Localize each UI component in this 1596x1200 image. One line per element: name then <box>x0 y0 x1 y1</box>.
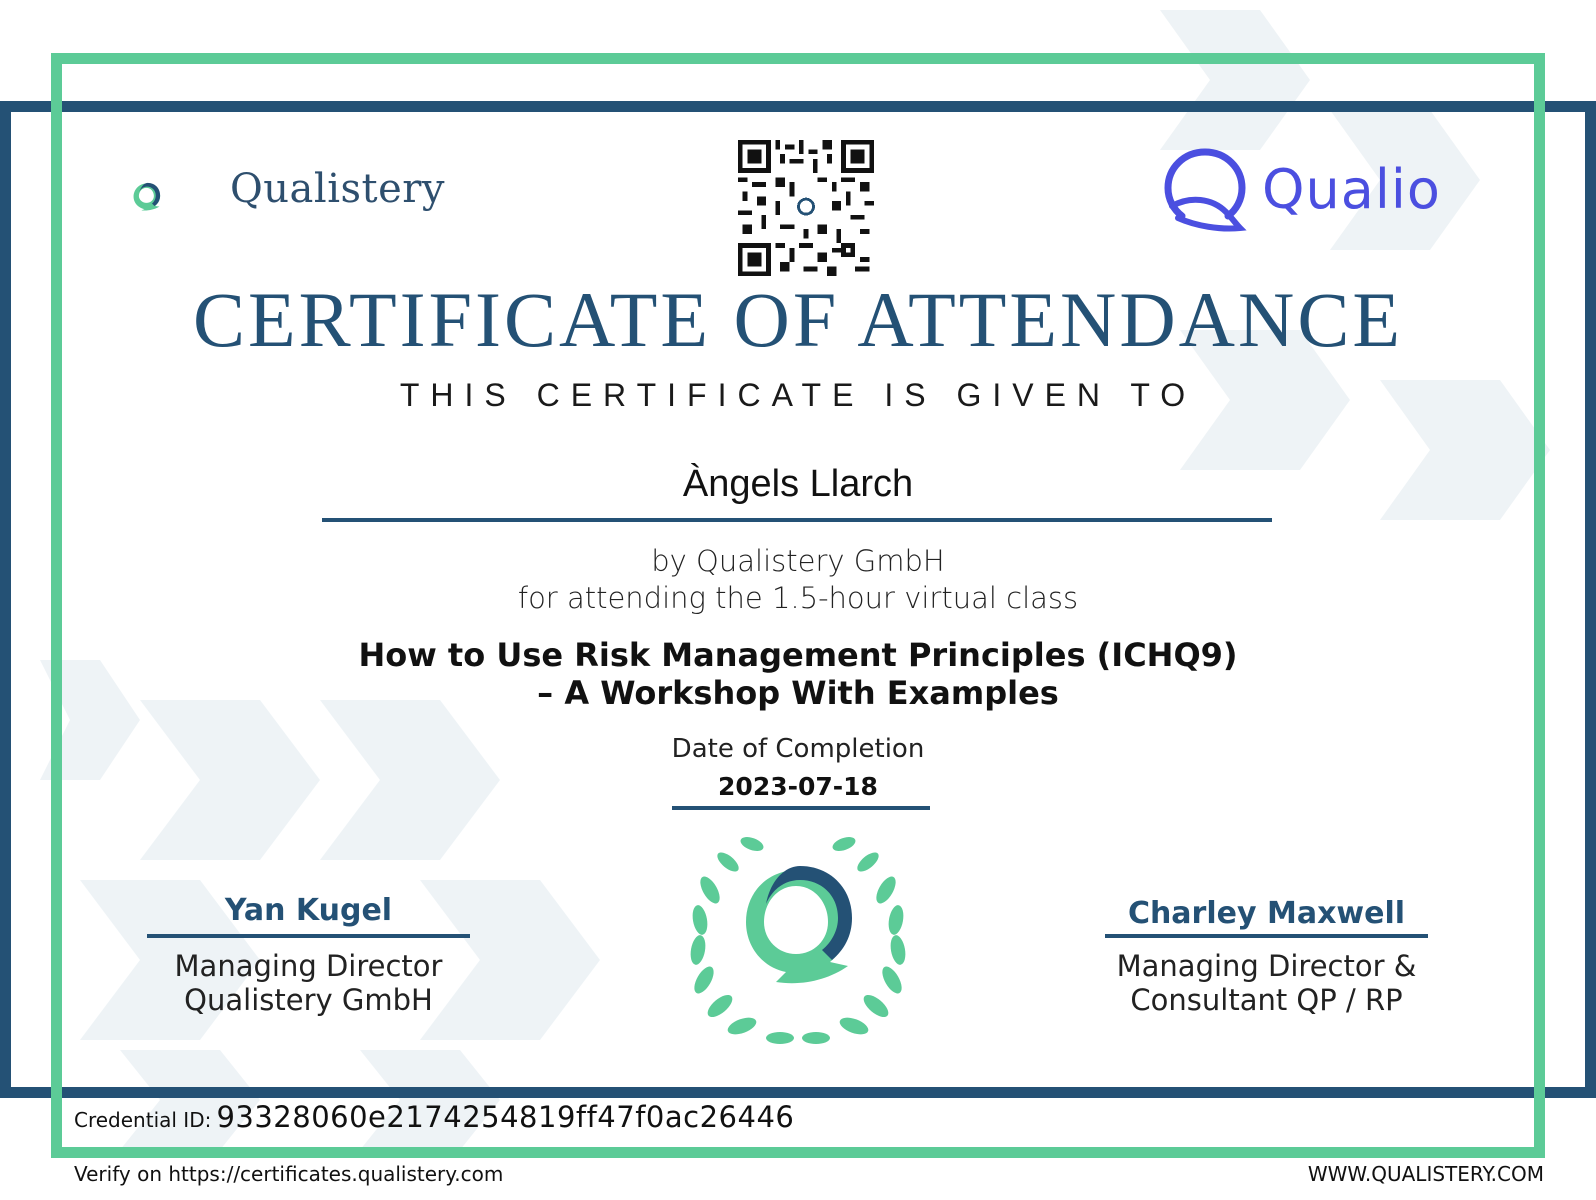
date-of-completion-label: Date of Completion <box>671 734 925 764</box>
date-underline <box>672 806 930 810</box>
signatory-right-role-line-1: Managing Director & <box>1116 949 1417 983</box>
signatory-right-role <box>1078 949 1455 1017</box>
certificate-title: CERTIFICATE OF ATTENDANCE <box>193 276 1403 363</box>
signatory-right-line <box>1105 934 1428 938</box>
credential-block <box>74 1100 794 1134</box>
qualio-logo-text: Qualio <box>1262 158 1441 221</box>
attendance-description: for attending the 1.5-hour virtual class <box>517 581 1079 615</box>
credential-id: 93328060e2174254819ff47f0ac26446 <box>216 1100 795 1134</box>
issuer-line: by Qualistery GmbH <box>651 544 945 578</box>
given-to-label: THIS CERTIFICATE IS GIVEN TO <box>399 377 1197 413</box>
qualistery-logo-text: Qualistery <box>230 166 445 212</box>
signatory-left-line <box>147 934 470 938</box>
signatory-right-role-line-2: Consultant QP / RP <box>1130 983 1403 1017</box>
recipient-name: Àngels Llarch <box>682 463 914 505</box>
course-title-line-2: – A Workshop With Examples <box>537 674 1059 712</box>
signatory-left-name: Yan Kugel <box>224 893 393 928</box>
signatory-right-name: Charley Maxwell <box>1127 896 1406 931</box>
laurel-seal-icon <box>680 830 916 1050</box>
qualio-logo-icon <box>1160 146 1250 234</box>
website-link[interactable]: WWW.QUALISTERY.COM <box>1307 1162 1544 1186</box>
course-title-line-1: How to Use Risk Management Principles (ICHQ9) <box>358 636 1238 674</box>
credential-label: Credential ID: <box>74 1108 212 1132</box>
date-of-completion-value: 2023-07-18 <box>718 772 878 801</box>
signatory-left-role-line-2: Qualistery GmbH <box>184 983 433 1017</box>
verify-link[interactable]: Verify on https://certificates.qualistery.com <box>74 1162 504 1186</box>
signatory-left-role-line-1: Managing Director <box>174 949 443 983</box>
recipient-underline <box>322 518 1272 522</box>
signatory-left-role <box>120 949 497 1017</box>
qr-code-icon[interactable] <box>738 140 874 276</box>
qualistery-logo-icon <box>132 146 232 246</box>
